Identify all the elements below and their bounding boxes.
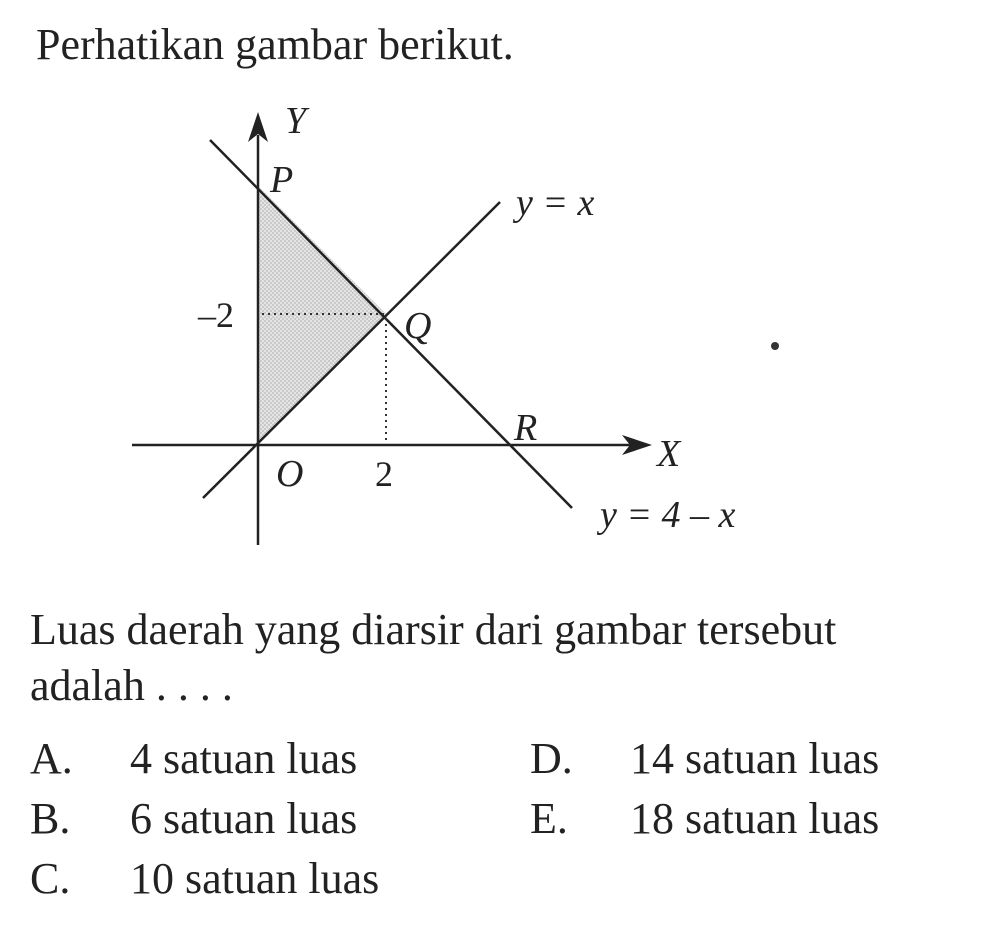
stray-dot	[771, 342, 779, 350]
option-c[interactable]	[30, 853, 379, 905]
option-a-letter: A.	[30, 734, 73, 783]
origin-label: O	[276, 453, 304, 495]
y-axis-label: Y	[285, 100, 307, 142]
question-text	[30, 602, 990, 714]
line-y-equals-x-label: y = x	[516, 182, 595, 224]
option-e-letter: E.	[530, 794, 568, 843]
option-a-text: 4 satuan luas	[130, 734, 358, 783]
y-tick-label: –2	[198, 295, 234, 335]
option-d[interactable]	[530, 733, 879, 785]
point-p-label: P	[270, 159, 294, 201]
shaded-region	[258, 186, 386, 445]
option-b-text: 6 satuan luas	[130, 794, 358, 843]
line-y-equals-4-minus-x-label: y = 4 – x	[600, 494, 736, 536]
option-c-letter: C.	[30, 854, 71, 903]
line-y-equals-x	[203, 202, 500, 498]
question-line-2: adalah . . . .	[30, 661, 233, 710]
option-e[interactable]	[530, 793, 879, 845]
option-b[interactable]	[30, 793, 357, 845]
option-a[interactable]	[30, 733, 357, 785]
x-axis-label: X	[657, 433, 681, 475]
question-line-1: Luas daerah yang diarsir dari gambar tersebut	[30, 605, 837, 654]
x-tick-label: 2	[375, 454, 393, 494]
option-d-text: 14 satuan luas	[630, 734, 880, 783]
point-r-label: R	[514, 407, 538, 449]
option-e-text: 18 satuan luas	[630, 794, 880, 843]
option-d-letter: D.	[530, 734, 573, 783]
option-c-text: 10 satuan luas	[130, 854, 380, 903]
point-q-label: Q	[404, 305, 432, 347]
option-b-letter: B.	[30, 794, 71, 843]
intro-text: Perhatikan gambar berikut.	[36, 20, 514, 69]
